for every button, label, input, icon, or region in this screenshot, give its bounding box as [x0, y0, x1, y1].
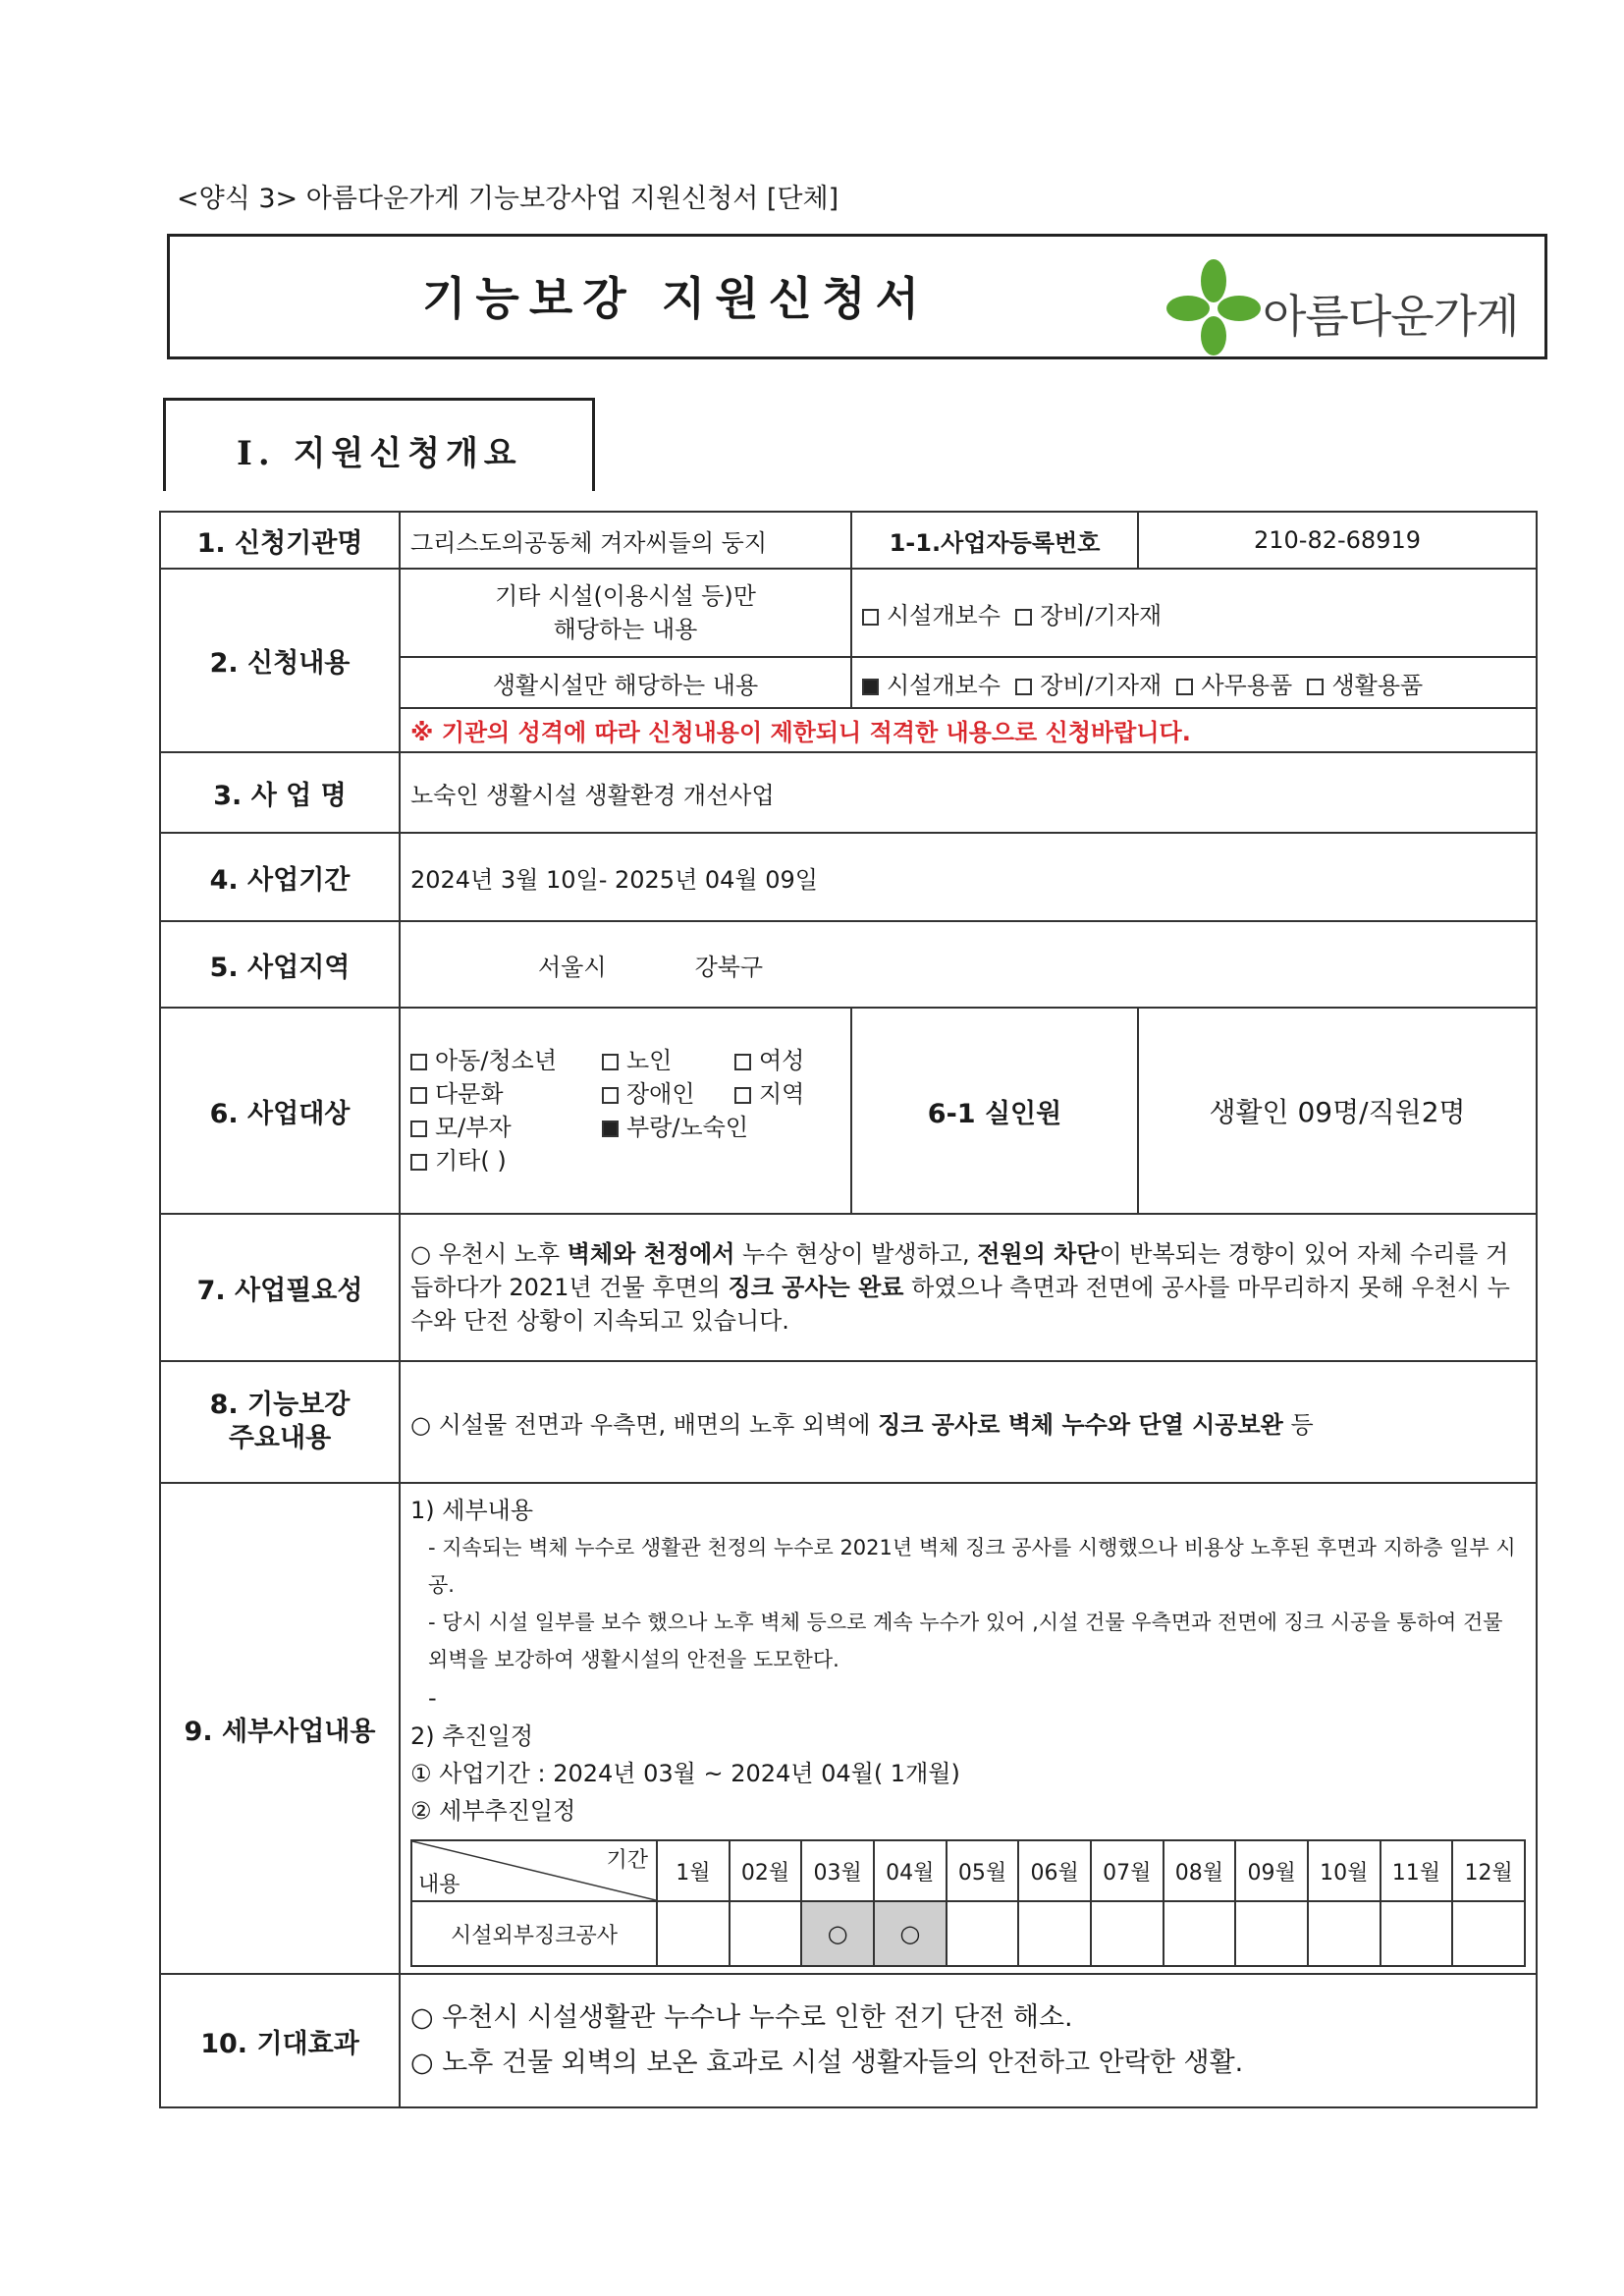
- detail-value[interactable]: [400, 1483, 1537, 1974]
- checkbox-icon: [1176, 679, 1193, 695]
- living-facility-label: 생활시설만 해당하는 내용: [400, 657, 851, 708]
- detail-line-1: - 지속되는 벽체 누수로 생활관 천정의 누수로 2021년 벽체 징크 공사를 시행했으나 비용상 노후된 후면과 지하층 일부 시공.: [428, 1536, 1516, 1597]
- month-header: 10월: [1308, 1840, 1380, 1901]
- schedule-cell[interactable]: [1235, 1901, 1308, 1966]
- schedule-cell[interactable]: [1452, 1901, 1525, 1966]
- checkbox-living-repair[interactable]: 시설개보수: [862, 672, 1001, 699]
- row-period: [160, 833, 1537, 921]
- org-value[interactable]: 그리스도의공동체 겨자씨들의 둥지: [400, 512, 851, 569]
- month-header: 12월: [1452, 1840, 1525, 1901]
- effect-line-1: ○ 우천시 시설생활관 누수나 누수로 인한 전기 단전 해소.: [410, 2002, 1073, 2033]
- detail-heading-1: 1) 세부내용: [410, 1497, 533, 1524]
- effect-value[interactable]: [400, 1974, 1537, 2107]
- schedule-cell-marked[interactable]: ○: [874, 1901, 947, 1966]
- row-target: [160, 1008, 1537, 1214]
- actual-count-label: 6-1 실인원: [851, 1008, 1138, 1214]
- checkbox-multicultural[interactable]: 다문화: [410, 1077, 602, 1111]
- schedule-cell-marked[interactable]: ○: [801, 1901, 874, 1966]
- form-label: <양식 3> 아름다운가게 기능보강사업 지원신청서 [단체]: [177, 184, 839, 214]
- logo: [1164, 257, 1547, 355]
- checkbox-elderly[interactable]: 노인: [602, 1044, 734, 1077]
- checkbox-icon: [410, 1054, 427, 1070]
- checkbox-icon: [602, 1087, 619, 1104]
- row-effect: [160, 1974, 1537, 2107]
- content-label: 2. 신청내용: [160, 569, 400, 752]
- schedule-cell[interactable]: [1164, 1901, 1236, 1966]
- schedule-cell[interactable]: [657, 1901, 730, 1966]
- other-facility-label-2: 해당하는 내용: [553, 616, 698, 643]
- main-content-label-2: 주요내용: [228, 1423, 332, 1453]
- checkbox-women[interactable]: 여성: [734, 1047, 804, 1074]
- month-header: 07월: [1091, 1840, 1164, 1901]
- schedule-cell[interactable]: [1308, 1901, 1380, 1966]
- necessity-label: 7. 사업필요성: [160, 1214, 400, 1361]
- target-options: [400, 1008, 851, 1214]
- necessity-value[interactable]: ○ 우천시 노후 벽체와 천정에서 누수 현상이 발생하고, 전원의 차단이 반복되는 경향이 있어 자체 수리를 거듭하다가 2021년 건물 후면의 징크 공사는 완료 하였으나 측면과 전면에 공사를 마무리하지 못해 우천시 누수와 단전 상황이 지속되고 있습니다.: [400, 1214, 1537, 1361]
- region-district: 강북구: [694, 953, 764, 981]
- main-content-value[interactable]: ○ 시설물 전면과 우측면, 배면의 노후 외벽에 징크 공사로 벽체 누수와 단열 시공보완 등: [400, 1361, 1537, 1483]
- clover-logo-icon: [1164, 257, 1263, 355]
- checkbox-living-supplies[interactable]: 생활용품: [1307, 672, 1423, 699]
- schedule-task-name: 시설외부징크공사: [411, 1901, 657, 1966]
- checkbox-icon: [734, 1054, 751, 1070]
- month-header: 09월: [1235, 1840, 1308, 1901]
- section-title: Ⅰ. 지원신청개요: [237, 434, 522, 473]
- document-title: 기능보강 지원신청서: [422, 272, 929, 325]
- schedule-table: [410, 1839, 1526, 1967]
- detail-heading-2: 2) 추진일정: [410, 1722, 533, 1750]
- checkbox-other[interactable]: 기타( ): [410, 1147, 507, 1175]
- reg-label: 1-1.사업자등록번호: [851, 512, 1138, 569]
- checkbox-icon: [1015, 679, 1032, 695]
- checkbox-living-office[interactable]: 사무용품: [1176, 672, 1292, 699]
- row-project-name: [160, 752, 1537, 833]
- checkbox-icon: [862, 609, 879, 626]
- other-facility-label-1: 기타 시설(이용시설 등)만: [495, 582, 756, 610]
- checkbox-icon: [602, 1054, 619, 1070]
- schedule-corner-cell: [411, 1840, 657, 1901]
- checkbox-checked-icon: [602, 1121, 619, 1137]
- month-header: 04월: [874, 1840, 947, 1901]
- region-label: 5. 사업지역: [160, 921, 400, 1008]
- period-value[interactable]: 2024년 3월 10일- 2025년 04월 09일: [400, 833, 1537, 921]
- other-options: [851, 569, 1537, 657]
- checkbox-living-equipment[interactable]: 장비/기자재: [1015, 672, 1162, 699]
- row-org: [160, 512, 1537, 569]
- logo-text: 아름다운가게: [1263, 290, 1519, 343]
- actual-count-value[interactable]: 생활인 09명/직원2명: [1138, 1008, 1537, 1214]
- detail-period: ① 사업기간 : 2024년 03월 ~ 2024년 04월( 1개월): [410, 1760, 960, 1787]
- checkbox-icon: [1307, 679, 1324, 695]
- schedule-cell[interactable]: [730, 1901, 802, 1966]
- schedule-task-row: [411, 1901, 1525, 1966]
- row-necessity: [160, 1214, 1537, 1361]
- section-header: [163, 398, 595, 491]
- checkbox-icon: [410, 1087, 427, 1104]
- month-header: 02월: [730, 1840, 802, 1901]
- checkbox-disabled[interactable]: 장애인: [602, 1077, 734, 1111]
- region-city: 서울시: [538, 953, 607, 981]
- row-region: [160, 921, 1537, 1008]
- month-header: 08월: [1164, 1840, 1236, 1901]
- month-header: 11월: [1380, 1840, 1453, 1901]
- checkbox-children[interactable]: 아동/청소년: [410, 1044, 602, 1077]
- project-name-value[interactable]: 노숙인 생활시설 생활환경 개선사업: [400, 752, 1537, 833]
- target-label: 6. 사업대상: [160, 1008, 400, 1214]
- checkbox-icon: [1015, 609, 1032, 626]
- content-note: ※ 기관의 성격에 따라 신청내용이 제한되니 적격한 내용으로 신청바랍니다.: [400, 708, 1537, 752]
- schedule-header-row: [411, 1840, 1525, 1901]
- month-header: 03월: [801, 1840, 874, 1901]
- application-form-table: [159, 511, 1538, 2108]
- month-header: 05월: [947, 1840, 1019, 1901]
- detail-line-2: - 당시 시설 일부를 보수 했으나 노후 벽체 등으로 계속 누수가 있어 ,시설 건물 우측면과 전면에 징크 시공을 통하여 건물 외벽을 보강하여 생활시설의 안전을 도모한다.: [428, 1611, 1503, 1671]
- main-content-label-1: 8. 기능보강: [209, 1390, 351, 1420]
- month-header: 06월: [1018, 1840, 1091, 1901]
- schedule-cell[interactable]: [1018, 1901, 1091, 1966]
- checkbox-icon: [410, 1154, 427, 1171]
- checkbox-other-equipment[interactable]: 장비/기자재: [1015, 602, 1162, 629]
- checkbox-community[interactable]: 지역: [734, 1080, 804, 1108]
- schedule-cell[interactable]: [1380, 1901, 1453, 1966]
- checkbox-icon: [410, 1121, 427, 1137]
- effect-line-2: ○ 노후 건물 외벽의 보온 효과로 시설 생활자들의 안전하고 안락한 생활.: [410, 2048, 1244, 2078]
- detail-label: 9. 세부사업내용: [160, 1483, 400, 1974]
- living-options: [851, 657, 1537, 708]
- row-detail: [160, 1483, 1537, 1974]
- schedule-cell[interactable]: [1091, 1901, 1164, 1966]
- detail-line-3: -: [428, 1684, 437, 1712]
- reg-value[interactable]: 210-82-68919: [1138, 512, 1537, 569]
- checkbox-homeless[interactable]: 부랑/노숙인: [602, 1114, 748, 1141]
- effect-label: 10. 기대효과: [160, 1974, 400, 2107]
- row-main-content: [160, 1361, 1537, 1483]
- org-label: 1. 신청기관명: [160, 512, 400, 569]
- detail-schedule-title: ② 세부추진일정: [410, 1797, 576, 1825]
- period-label: 4. 사업기간: [160, 833, 400, 921]
- checkbox-icon: [734, 1087, 751, 1104]
- schedule-period-label: 기간: [606, 1848, 648, 1873]
- schedule-content-label: 내용: [418, 1873, 460, 1897]
- month-header: 1월: [657, 1840, 730, 1901]
- project-name-label: 3. 사 업 명: [160, 752, 400, 833]
- checkbox-other-repair[interactable]: 시설개보수: [862, 602, 1001, 629]
- checkbox-single-parent[interactable]: 모/부자: [410, 1111, 602, 1144]
- row-content-other: [160, 569, 1537, 657]
- region-value[interactable]: [400, 921, 1537, 1008]
- checkbox-checked-icon: [862, 679, 879, 695]
- schedule-cell[interactable]: [947, 1901, 1019, 1966]
